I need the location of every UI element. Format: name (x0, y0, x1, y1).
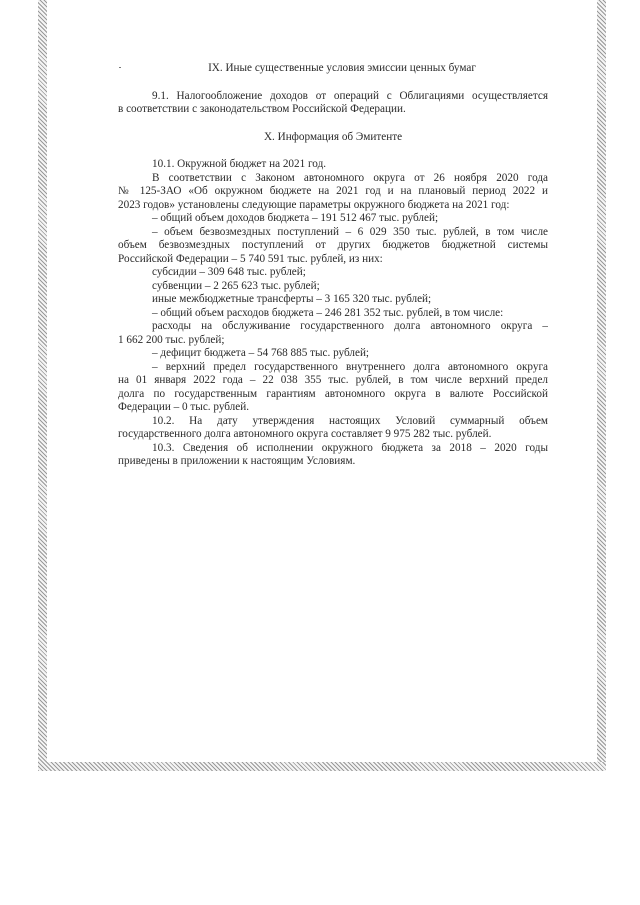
page-border-left (38, 0, 47, 771)
paragraph-line: объем безвозмездных поступлений от других бюджетов бюджетной системы (118, 239, 548, 251)
paragraph-10-3 (118, 442, 548, 469)
other-transfers: иные межбюджетные трансферты – 3 165 320 тыс. рублей; (152, 293, 432, 305)
paragraph-line: Федерации – 0 тыс. рублей. (118, 401, 250, 413)
paragraph-line: на 01 января 2022 года – 22 038 355 тыс. рублей, в том числе верхний предел (118, 374, 548, 386)
paragraph-line: 9.1. Налогообложение доходов от операций с Облигациями осуществляется (152, 89, 548, 102)
paragraph-10-2 (118, 415, 548, 442)
subventions: субвенции – 2 265 623 тыс. рублей; (152, 279, 320, 292)
paragraph-line: 10.2. На дату утверждения настоящих Условий суммарный объем (152, 414, 548, 427)
paragraph-line: Российской Федерации – 5 740 591 тыс. рублей, из них: (118, 252, 383, 265)
grants-paragraph (118, 226, 548, 267)
paragraph-line: в соответствии с законодательством Российской Федерации. (118, 103, 406, 115)
paragraph-line: 10.3. Сведения об исполнении окружного бюджета за 2018 – 2020 годы (152, 441, 548, 454)
revenue-total: – общий объем доходов бюджета – 191 512 467 тыс. рублей; (152, 212, 439, 224)
paragraph-line: приведены в приложении к настоящим Условиям. (118, 455, 356, 467)
page-border-right (597, 0, 606, 771)
paragraph-line: расходы на обслуживание государственного долга автономного округа – (152, 320, 548, 332)
paragraph-line: В соответствии с Законом автономного округа от 26 ноября 2020 года (152, 171, 548, 184)
paragraph-line: № 125-ЗАО «Об окружном бюджете на 2021 год и на плановый период 2022 и (118, 185, 548, 197)
paragraph-10-1-intro (118, 172, 548, 213)
paragraph-line: 2023 годов» установлены следующие параметры окружного бюджета на 2021 год: (118, 198, 510, 211)
deficit: – дефицит бюджета – 54 768 885 тыс. рублей; (152, 347, 370, 359)
debt-limit-paragraph (118, 361, 548, 415)
paragraph-line: государственного долга автономного округа составляет 9 975 282 тыс. рублей. (118, 428, 492, 440)
page-border-bottom (38, 762, 606, 771)
paragraph-line: 1 662 200 тыс. рублей; (118, 333, 225, 346)
debt-service-paragraph (118, 320, 548, 347)
paragraph-9-1 (118, 90, 548, 117)
section-x-heading: X. Информация об Эмитенте (263, 130, 403, 143)
document-body (118, 58, 548, 469)
paragraph-line: – объем безвозмездных поступлений – 6 029 350 тыс. рублей, в том числе (152, 225, 548, 238)
paragraph-line: долга по государственным гарантиям автономного округа в валюте Российской (118, 387, 548, 400)
paragraph-line: – верхний предел государственного внутреннего долга автономного округа (152, 360, 548, 373)
paragraph-10-1-title: 10.1. Окружной бюджет на 2021 год. (152, 158, 327, 170)
expenses-total: – общий объем расходов бюджета – 246 281 352 тыс. рублей, в том числе: (152, 306, 504, 319)
section-ix-heading: IX. Иные существенные условия эмиссии ценных бумаг (208, 62, 476, 74)
subsidies: субсидии – 309 648 тыс. рублей; (152, 266, 306, 278)
